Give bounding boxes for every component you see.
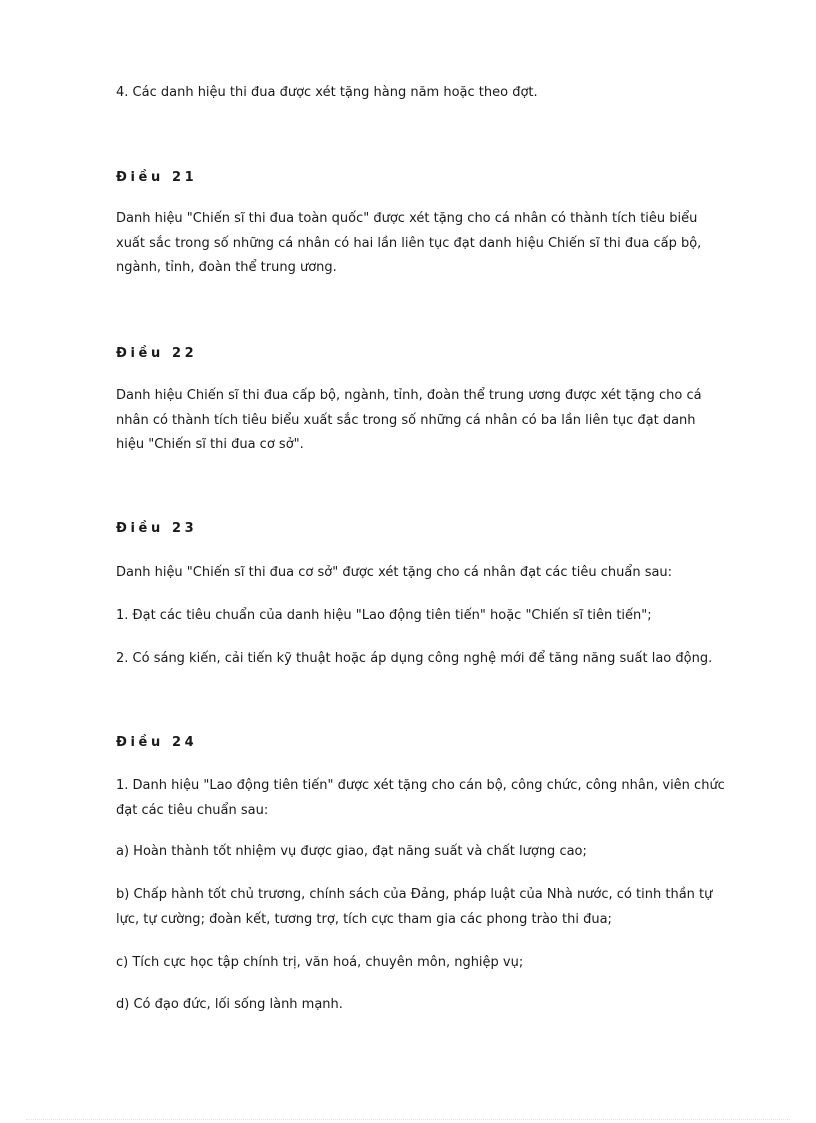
paragraph-4: 4. Các danh hiệu thi đua được xét tặng hàng năm hoặc theo đợt. bbox=[116, 85, 538, 100]
dieu-24-item-1: 1. Danh hiệu "Lao động tiên tiến" được xét tặng cho cán bộ, công chức, công nhân, viên chức đạt các tiêu chuẩn sau: bbox=[116, 778, 725, 818]
heading-dieu-22: Điều 22 bbox=[116, 346, 198, 361]
dieu-24-item-b: b) Chấp hành tốt chủ trương, chính sách của Đảng, pháp luật của Nhà nước, có tinh thần tự lực, tự cường; đoàn kết, tương trợ, tích cực tham gia các phong trào thi đua; bbox=[116, 887, 713, 927]
page-bottom-divider bbox=[26, 1119, 790, 1120]
dieu-24-item-d: d) Có đạo đức, lối sống lành mạnh. bbox=[116, 997, 343, 1012]
dieu-23-item-1: 1. Đạt các tiêu chuẩn của danh hiệu "Lao động tiên tiến" hoặc "Chiến sĩ tiên tiến"; bbox=[116, 608, 652, 623]
heading-dieu-21: Điều 21 bbox=[116, 170, 198, 185]
dieu-22-body: Danh hiệu Chiến sĩ thi đua cấp bộ, ngành, tỉnh, đoàn thể trung ương được xét tặng cho cá nhân có thành tích tiêu biểu xuất sắc trong số những cá nhân có ba lần liên tục đạt danh hiệu "Chiến sĩ thi đua cơ sở". bbox=[116, 388, 702, 452]
dieu-23-intro: Danh hiệu "Chiến sĩ thi đua cơ sở" được xét tặng cho cá nhân đạt các tiêu chuẩn sau: bbox=[116, 565, 673, 580]
heading-dieu-24: Điều 24 bbox=[116, 735, 198, 750]
dieu-24-item-c: c) Tích cực học tập chính trị, văn hoá, chuyên môn, nghiệp vụ; bbox=[116, 955, 524, 970]
dieu-21-body: Danh hiệu "Chiến sĩ thi đua toàn quốc" được xét tặng cho cá nhân có thành tích tiêu biểu xuất sắc trong số những cá nhân có hai lần liên tục đạt danh hiệu Chiến sĩ thi đua cấp bộ, ngành, tỉnh, đoàn thể trung ương. bbox=[116, 211, 702, 275]
dieu-23-item-2: 2. Có sáng kiến, cải tiến kỹ thuật hoặc áp dụng công nghệ mới để tăng năng suất lao động. bbox=[116, 651, 713, 666]
dieu-24-item-a: a) Hoàn thành tốt nhiệm vụ được giao, đạt năng suất và chất lượng cao; bbox=[116, 844, 587, 859]
heading-dieu-23: Điều 23 bbox=[116, 521, 198, 536]
